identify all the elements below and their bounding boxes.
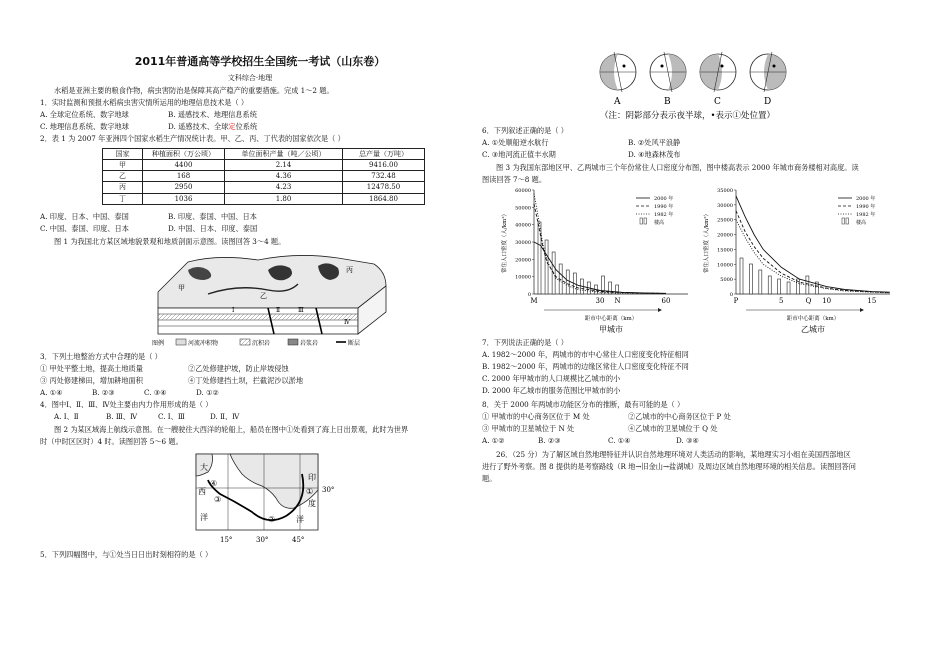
table-cell: 12478.50 <box>343 182 425 193</box>
table-cell: 1864.80 <box>343 193 425 204</box>
legend-label: 楼高 <box>856 220 867 226</box>
q7-option-b: B. 1982～2000 年，两城市的边缘区常住人口密度变化特征不同 <box>482 362 689 371</box>
building-bar <box>545 240 548 294</box>
legend-igneous: 岩浆岩 <box>300 340 319 347</box>
globe-label-a: A <box>614 97 621 107</box>
legend-swatch <box>240 339 250 345</box>
q8-item-2: ②乙城市的中心商务区位于 P 处 <box>628 412 731 421</box>
legend-building <box>640 218 643 224</box>
y-tick-label: 10000 <box>515 274 531 281</box>
globe-label-d: D <box>764 97 772 107</box>
left-column <box>40 0 460 672</box>
figure-2-sea-route-map <box>190 450 338 546</box>
fig1-label-1: Ⅰ <box>232 307 235 314</box>
map-label-yang2: 洋 <box>296 515 304 524</box>
map-point-1: ① <box>306 487 314 496</box>
q3-item-2: ②乙处修建护坡，防止岸坡侵蚀 <box>188 364 289 373</box>
y-tick-label: 30000 <box>515 240 531 246</box>
table-header: 国家 <box>103 149 143 160</box>
y-tick-label: 30000 <box>717 202 733 209</box>
arrow-head <box>860 308 864 312</box>
y-tick-label: 15000 <box>717 247 733 254</box>
y-tick-label: 25000 <box>717 217 733 224</box>
q3-item-3: ③ 丙处修建梯田，增加耕地面积 <box>40 376 143 385</box>
x-axis-label: 距市中心距离（km） <box>584 316 638 322</box>
y-tick-label: 60000 <box>515 188 531 194</box>
table-cell: 乙 <box>103 171 143 182</box>
table-cell: 丙 <box>103 182 143 193</box>
y-tick-label: 20000 <box>717 232 733 239</box>
lon-label-45: 45° <box>292 536 305 544</box>
table-cell: 甲 <box>103 160 143 171</box>
legend-swatch <box>176 339 186 345</box>
intro-q5-6-a: 图 2 为某区域海上航线示意图。在一艘驶往大西洋的轮船上，船员在图中①处看到了海上日出景观，此时为世界 <box>54 425 409 434</box>
q7-option-c: C. 2000 年甲城市的人口规模比乙城市的小 <box>482 374 621 383</box>
legend-alluvium: 河流冲积物 <box>188 340 219 347</box>
map-label-yang: 洋 <box>200 513 208 522</box>
intro-q7-8-b: 图读回答 7～8 题。 <box>482 175 547 184</box>
y-tick-label: 50000 <box>515 205 531 212</box>
chart-city-yi <box>700 184 900 336</box>
q8-item-4: ④乙城市的卫星城位于 Q 处 <box>628 424 718 433</box>
table-row <box>103 193 425 204</box>
q4-option-b: B. Ⅲ、Ⅳ <box>106 412 138 421</box>
q8-stem: 8．关于 2000 年两城市功能区分布的推断，最有可能的是（ ） <box>482 400 685 409</box>
q2-option-d: D. 中国、日本、印度、泰国 <box>168 224 258 233</box>
x-tick-label: 10 <box>822 297 832 305</box>
terrain-surface <box>158 255 386 308</box>
q1-stem: 1．实时监测和预报水稻病虫害灾情所运用的地理信息技术是（ ） <box>40 98 249 107</box>
globe-options <box>596 44 796 122</box>
y-axis-label: 常住人口密度（人/km²） <box>502 210 508 274</box>
intro-q1-2: 水稻是亚洲主要的粮食作物，病虫害防治是保障其高产稳产的重要措施。完成 1～2 题。 <box>54 86 334 95</box>
lat-label-30: 30° <box>322 486 335 494</box>
page-subtitle: 文科综合·地理 <box>227 74 273 82</box>
q7-stem: 7．下列说法正确的是（ ） <box>482 338 568 347</box>
q3-stem: 3．下列土地整治方式中合理的是（ ） <box>40 352 162 361</box>
legend-building <box>846 218 849 224</box>
q6-option-b: B. ②处风平浪静 <box>628 138 681 147</box>
x-tick-label: 5 <box>779 297 784 305</box>
y-tick-label: 0 <box>729 292 733 298</box>
building-bar <box>778 279 781 294</box>
legend-label: 1990 年 <box>856 204 876 210</box>
point-label-P: P <box>733 297 739 305</box>
q26-line-1: 26．（25 分）为了解区域自然地理特征并认识自然地理环境对人类活动的影响，某地理实习小组在美国西部地区 <box>496 450 851 459</box>
table-row <box>103 182 425 193</box>
table-header: 总产量（万吨） <box>343 149 425 160</box>
q3-item-1: ① 甲处平整土地，提高土地质量 <box>40 364 143 373</box>
building-bar <box>787 282 790 294</box>
q4-stem: 4．图中Ⅰ、Ⅱ、Ⅲ、Ⅳ处主要由内力作用形成的是（ ） <box>40 400 213 409</box>
globe-label-c: C <box>714 97 721 107</box>
q3-option-c: C. ③④ <box>144 388 167 397</box>
q1-option-d <box>168 122 257 132</box>
q1-option-d-text: D. 遥感技术、全球定位系统 <box>168 122 258 131</box>
legend-title: 图例 <box>152 340 165 347</box>
map-label-du: 度 <box>308 499 316 508</box>
table-cell: 4400 <box>143 160 225 171</box>
figure-1-landscape <box>148 250 400 348</box>
building-bar <box>749 264 752 294</box>
x-tick-label: 15 <box>867 297 877 305</box>
q2-stem: 2．表 1 为 2007 年亚洲四个国家水稻生产情况统计表。甲、乙、丙、丁代表的国家依次是（ ） <box>40 134 345 143</box>
q8-item-3: ③ 甲城市的卫星城位于 N 处 <box>482 424 575 433</box>
map-point-3: ③ <box>214 495 222 504</box>
q6-option-c: C. ③地河流正值丰水期 <box>482 150 556 159</box>
arrow-head <box>658 308 662 312</box>
building-bar <box>759 270 762 294</box>
table-header: 单位面积产量（吨／公顷） <box>225 149 343 160</box>
globe-d <box>750 52 786 92</box>
table-header: 种植面积（万公顷） <box>143 149 225 160</box>
building-bar <box>768 276 771 294</box>
q7-option-d: D. 2000 年乙城市的服务范围比甲城市的小 <box>482 386 621 395</box>
fig1-label-2: Ⅱ <box>276 307 281 314</box>
fig1-label-yi: 乙 <box>260 292 267 300</box>
q4-option-c: C. Ⅰ、Ⅲ <box>158 412 185 421</box>
legend-label: 2000 年 <box>856 196 876 202</box>
q4-option-a: A. Ⅰ、Ⅱ <box>54 412 79 421</box>
q6-option-d: D. ④地森林茂布 <box>628 150 681 159</box>
map-point-2: ② <box>268 515 276 524</box>
y-tick-label: 35000 <box>717 188 733 194</box>
globe-b <box>650 52 686 92</box>
y-tick-label: 0 <box>527 292 531 298</box>
q3-option-d: D. ①② <box>196 388 219 397</box>
fig1-label-4: Ⅳ <box>344 319 350 326</box>
fig1-label-bing: 丙 <box>346 266 353 274</box>
legend-label: 2000 年 <box>654 196 674 202</box>
q8-option-b: B. ②③ <box>538 436 561 445</box>
building-bar <box>566 270 569 294</box>
map-point-4: ④ <box>210 479 218 488</box>
chart-title: 乙城市 <box>801 325 825 334</box>
q2-option-b: B. 印度、泰国、中国、日本 <box>168 212 257 221</box>
table-cell: 9416.00 <box>343 160 425 171</box>
q3-option-b: B. ②③ <box>92 388 115 397</box>
right-column <box>478 0 918 672</box>
lon-label-15: 15° <box>220 536 233 544</box>
q2-option-a: A. 印度、日本、中国、泰国 <box>40 212 129 221</box>
y-tick-label: 40000 <box>515 222 531 229</box>
point-label-N: N <box>614 297 621 305</box>
building-bar <box>740 258 743 294</box>
fig1-label-3: Ⅲ <box>298 307 304 314</box>
globe-note: （注：阴影部分表示夜半球，•表示①处位置） <box>600 111 776 121</box>
q3-item-4: ④丁处修建挡土坝，拦截泥沙以淤地 <box>188 376 304 385</box>
point-label-M: M <box>530 297 538 305</box>
map-label-da: 大 <box>200 463 208 472</box>
q3-option-a: A. ①④ <box>40 388 63 397</box>
globe-a <box>600 52 636 92</box>
map-label-xi: 西 <box>198 487 206 496</box>
sediment-layer <box>158 314 358 320</box>
table-cell: 1.80 <box>225 193 343 204</box>
q26-line-2: 进行了野外考察。图 8 提供的是考察路线（R 地→旧金山→盐湖城）及周边区域自然地理环境的相关信息。读图回答问 <box>482 462 856 471</box>
table-cell: 168 <box>143 171 225 182</box>
point-label-Q: Q <box>805 297 812 305</box>
globe-c <box>700 52 736 92</box>
lon-label-30: 30° <box>256 536 269 544</box>
x-tick-label: 30 <box>595 297 605 305</box>
table-cell: 2.14 <box>225 160 343 171</box>
table-row <box>103 160 425 171</box>
chart-title: 甲城市 <box>599 325 623 334</box>
intro-q7-8-a: 图 3 为我国东部地区甲、乙两城市三个年份常住人口密度分布图，图中楼高表示 2000 年城市商务楼相对高度。读 <box>496 163 859 172</box>
y-tick-label: 20000 <box>515 257 531 264</box>
q8-option-c: C. ①④ <box>608 436 631 445</box>
cross-section <box>158 308 358 334</box>
legend-fault: 断层 <box>348 340 361 347</box>
q6-stem: 6．下列叙述正确的是（ ） <box>482 126 568 135</box>
chart-city-jia <box>498 184 698 336</box>
q1-option-c: C. 地理信息系统、数字地球 <box>40 122 129 131</box>
q2-option-c: C. 中国、泰国、印度、日本 <box>40 224 129 233</box>
building-bar <box>538 222 541 294</box>
q4-option-d: D. Ⅱ、Ⅳ <box>210 412 240 421</box>
q1-option-a: A. 全球定位系统、数字地球 <box>40 110 129 119</box>
intro-q5-6-b: 时（中时区区时）4 时。读图回答 5～6 题。 <box>40 437 183 446</box>
y-tick-label: 5000 <box>720 277 733 284</box>
legend-label: 1990 年 <box>654 204 674 210</box>
table-cell: 1036 <box>143 193 225 204</box>
intro-q3-4: 图 1 为我国北方某区域地貌景观和地质剖面示意图。读图回答 3～4 题。 <box>54 237 286 246</box>
table-cell: 丁 <box>103 193 143 204</box>
q6-option-a: A. ①处顺船逆水航行 <box>482 138 549 147</box>
q8-option-d: D. ③④ <box>676 436 699 445</box>
globe-label-b: B <box>664 97 671 107</box>
q26-line-3: 题。 <box>482 474 497 483</box>
x-tick-label: 60 <box>661 297 671 305</box>
table-cell: 4.23 <box>225 182 343 193</box>
legend-sedimentary: 沉积岩 <box>252 340 271 347</box>
table-cell: 732.48 <box>343 171 425 182</box>
q7-option-a: A. 1982～2000 年，两城市的市中心常住人口密度变化特征相同 <box>482 350 689 359</box>
legend-building <box>644 218 647 224</box>
fig1-label-jia: 甲 <box>178 284 185 292</box>
legend-label: 1982 年 <box>654 212 674 218</box>
map-label-yin: 印 <box>308 473 316 482</box>
x-axis-label: 距市中心距离（km） <box>786 316 840 322</box>
legend-label: 楼高 <box>654 220 665 226</box>
legend-building <box>842 218 845 224</box>
table-cell: 4.36 <box>225 171 343 182</box>
y-tick-label: 10000 <box>717 262 733 269</box>
q8-option-a: A. ①② <box>482 436 505 445</box>
q5-stem: 5．下列四幅图中，与①处当日日出时刻相符的是（ ） <box>40 550 213 559</box>
y-axis-label: 常住人口密度（人/km²） <box>704 210 710 274</box>
table-row <box>103 171 425 182</box>
q8-item-1: ① 甲城市的中心商务区位于 M 处 <box>482 412 590 421</box>
table-cell: 2950 <box>143 182 225 193</box>
legend-swatch <box>288 339 298 345</box>
q1-red-char: 定 <box>228 122 236 131</box>
legend-label: 1982 年 <box>856 212 876 218</box>
q1-option-b: B. 遥感技术、地理信息系统 <box>168 110 257 119</box>
rice-table <box>102 148 425 205</box>
page-title: 2011年普通高等学校招生全国统一考试（山东卷） <box>134 55 386 68</box>
table-header-row <box>103 149 425 160</box>
